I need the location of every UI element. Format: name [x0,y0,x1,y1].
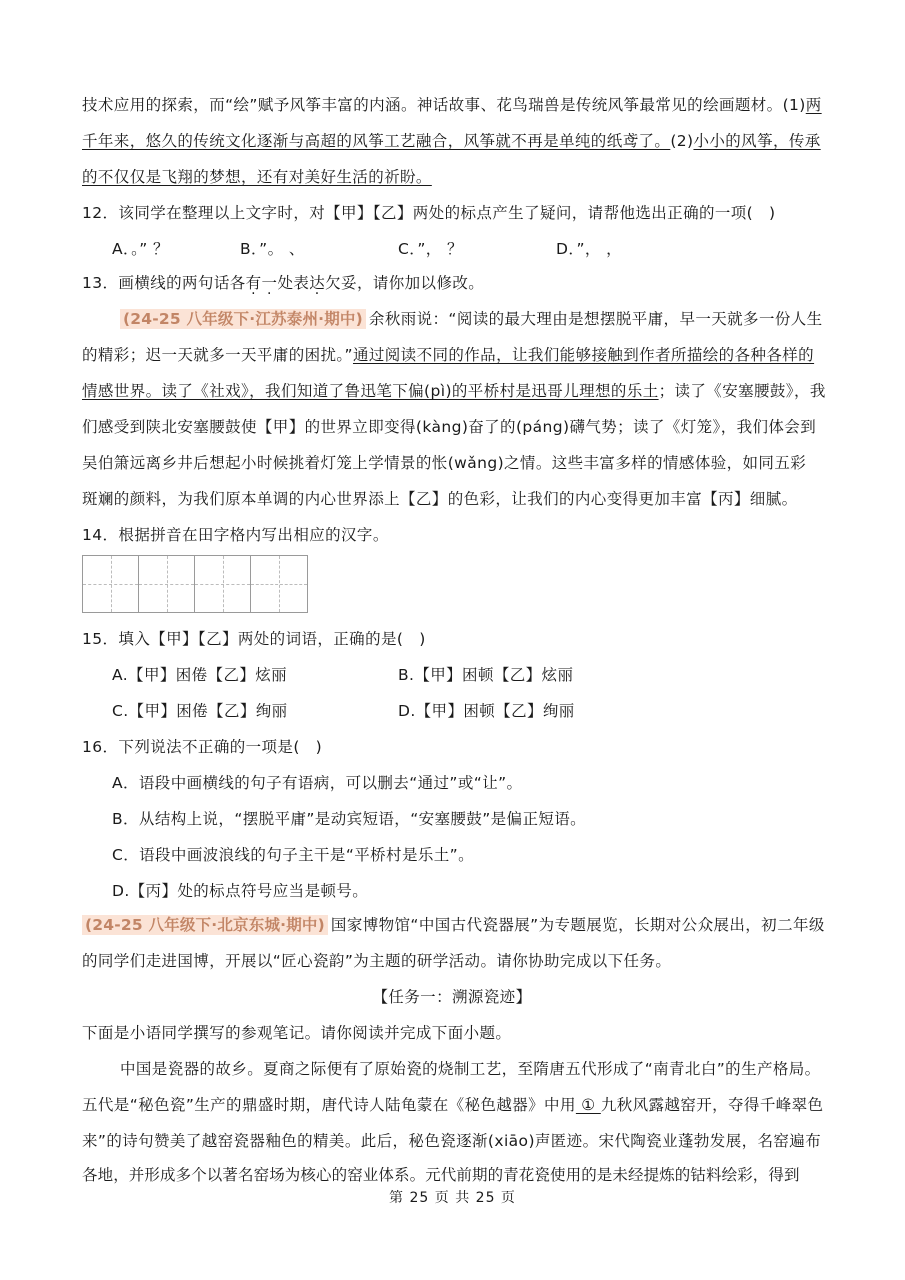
underlined-sentence: 的不仅仅是飞翔的梦想，还有对美好生活的祈盼。 [82,168,432,186]
q15-option-d: D.【甲】困顿【乙】绚丽 [398,702,575,720]
text-segment: 处表 [277,274,310,292]
text-line: 中国是瓷器的故乡。夏商之际便有了原始瓷的烧制工艺，至隋唐五代形成了“南青北白”的生产格局。 [120,1060,821,1078]
text-line: 来”的诗句赞美了越窑瓷器釉色的精美。此后，秘色瓷逐渐(xiāo)声匿迹。宋代陶瓷业蓬勃发展，名窑遍布 [82,1132,822,1150]
text-line [82,94,822,116]
text-line: 的同学们走进国博，开展以“匠心瓷韵”为主题的研学活动。请你协助完成以下任务。 [82,952,672,970]
q15-option-b: B.【甲】困顿【乙】炫丽 [398,666,574,684]
text-line [82,166,822,188]
q12-option-b: B．”。 、 [240,240,305,258]
q16-option-c: C．语段中画波浪线的句子主干是“平桥村是乐土”。 [112,846,474,864]
q15-option-a: A.【甲】困倦【乙】炫丽 [112,666,288,684]
text-segment: 九秋风露越窑开，夺得千峰翠色 [600,1096,824,1114]
text-line [120,308,822,330]
grid-cell[interactable] [139,556,195,612]
q12-option-c: C．”， ？ [398,240,463,258]
grid-cell[interactable] [83,556,139,612]
text-line [82,344,822,366]
text-segment: 的精彩；迟一天就多一天平庸的困扰。” [82,346,353,364]
task-title: 【任务一：溯源瓷迹】 [372,988,532,1006]
underlined-sentence: 两 [805,96,822,114]
emphasis-char: 一 [261,274,278,292]
tian-character-grid[interactable] [82,555,308,613]
page-footer: 第 25 页 共 25 页 [389,1190,516,1206]
text-line [82,914,825,936]
question-16-stem: 16．下列说法不正确的一项是( ) [82,738,323,756]
text-segment: 五代是“秘色瓷”生产的鼎盛时期，唐代诗人陆龟蒙在《秘色越器》中用 [82,1096,576,1114]
text-segment: (2) [670,132,694,150]
emphasis-char: 有 [245,274,262,292]
question-15-stem: 15．填入【甲】【乙】两处的词语，正确的是( ) [82,630,426,648]
q16-option-a: A．语段中画横线的句子有语病，可以删去“通过”或“让”。 [112,774,523,792]
emphasis-char: 达 [309,274,326,292]
underlined-sentence: 通过阅读不同的作品，让我们能够接触到作者所描绘的各种各样的 [352,346,815,364]
text-segment: 技术应用的探索，而“绘”赋予风筝丰富的内涵。神话故事、花鸟瑞兽是传统风筝最常见的绘画题材。(1) [82,96,806,114]
question-14-stem: 14．根据拼音在田字格内写出相应的汉字。 [82,526,389,544]
text-line: 们感受到陕北安塞腰鼓使【甲】的世界立即变得(kàng)奋了的(páng)礴气势；读了《灯笼》，我们体会到 [82,418,817,436]
q16-option-b: B．从结构上说，“摆脱平庸”是动宾短语，“安塞腰鼓”是偏正短语。 [112,810,587,828]
q12-option-a: A．。” ？ [112,240,169,258]
text-segment: 13．画横线的两句话各 [82,274,246,292]
question-13-stem [82,272,822,294]
text-segment: 欠妥，请你加以修改。 [325,274,485,292]
underlined-sentence: 小小的风筝，传承 [693,132,821,150]
blank-marker: ① [575,1096,601,1114]
underlined-sentence: 千年来，悠久的传统文化逐渐与高超的风筝工艺融合，风筝就不再是单纯的纸鸢了。 [82,132,671,150]
text-line: 吴伯箫远离乡井后想起小时候挑着灯笼上学情景的怅(wǎng)之情。这些丰富多样的情感体验，如同五彩 [82,454,807,472]
text-segment: 余秋雨说：“阅读的最大理由是想摆脱平庸，早一天就多一份人生 [368,310,823,328]
text-segment: ；读了《安塞腰鼓》，我 [658,382,826,400]
text-line: 下面是小语同学撰写的参观笔记。请你阅读并完成下面小题。 [82,1024,512,1042]
source-tag: (24-25 八年级下·江苏泰州·期中) [120,309,366,329]
q12-option-d: D．”， ， [556,240,623,258]
text-line [82,1094,822,1116]
underlined-sentence: 情感世界。读了《社戏》，我们知道了鲁迅笔下偏(pì)的平桥村是迅哥儿理想的乐土 [82,382,659,400]
question-12-stem: 12．该同学在整理以上文字时，对【甲】【乙】两处的标点产生了疑问，请帮他选出正确的一项( ) [82,204,776,222]
grid-cell[interactable] [251,556,307,612]
grid-cell[interactable] [195,556,251,612]
q15-option-c: C.【甲】困倦【乙】绚丽 [112,702,288,720]
source-tag: (24-25 八年级下·北京东城·期中) [82,915,328,935]
text-line [82,380,826,402]
text-line: 斑斓的颜料，为我们原本单调的内心世界添上【乙】的色彩，让我们的内心变得更加丰富【丙】细腻。 [82,490,798,508]
q16-option-d: D.【丙】处的标点符号应当是顿号。 [112,882,369,900]
text-line: 各地，并形成多个以著名窑场为核心的窑业体系。元代前期的青花瓷使用的是未经提炼的钴料绘彩，得到 [82,1166,800,1184]
text-line [82,130,822,152]
text-segment: 国家博物馆“中国古代瓷器展”为专题展览，长期对公众展出，初二年级 [330,916,825,934]
